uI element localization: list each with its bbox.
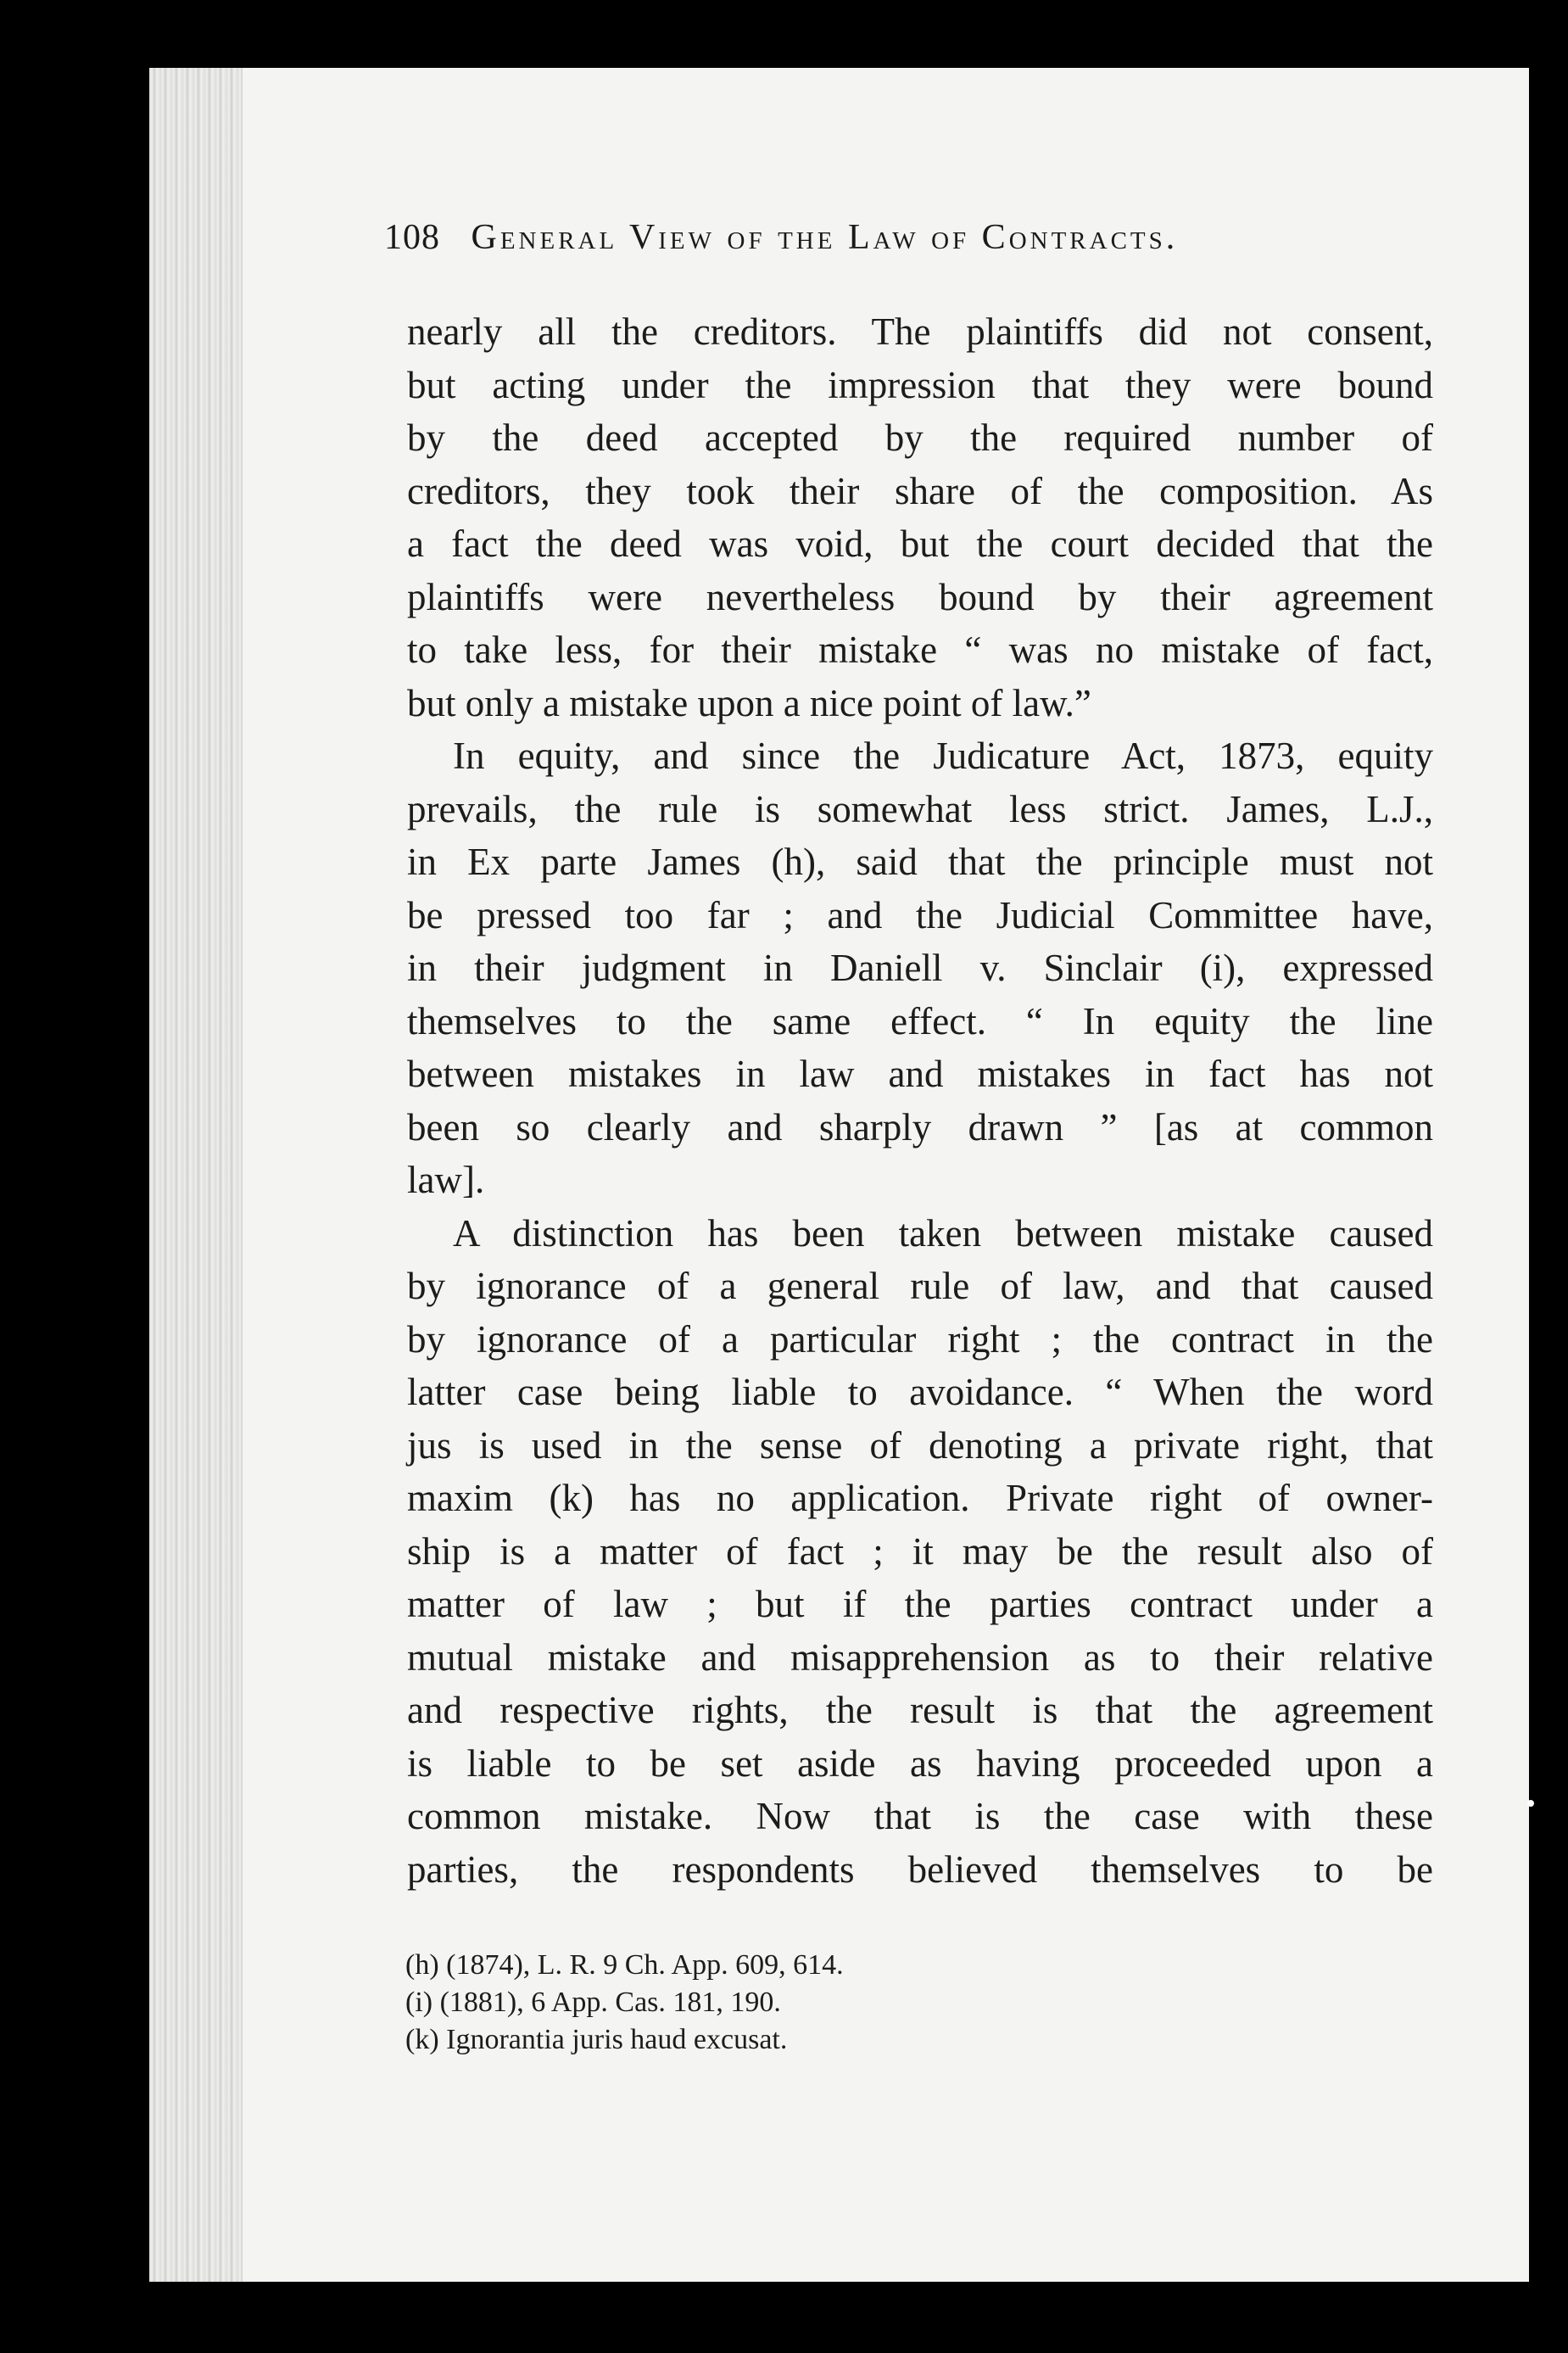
text-line: a fact the deed was void, but the court decided that the [407, 523, 1433, 565]
body-text [407, 305, 1433, 1896]
text-line: plaintiffs were nevertheless bound by their agreement [407, 575, 1433, 618]
footnote: (i) (1881), 6 App. Cas. 181, 190. [405, 1987, 781, 2018]
text-line: common mistake. Now that is the case with these [407, 1795, 1433, 1837]
text-line: maxim (k) has no application. Private right of owner- [407, 1477, 1433, 1519]
text-line: parties, the respondents believed themselves to be [407, 1847, 1433, 1891]
text-line: latter case being liable to avoidance. “ When the word [407, 1371, 1433, 1413]
page-number: 108 [384, 218, 440, 257]
text-line: matter of law ; but if the parties contract under a [407, 1583, 1433, 1625]
text-line: mutual mistake and misapprehension as to their relative [407, 1635, 1433, 1679]
text-line: but only a mistake upon a nice point of law.” [407, 681, 1091, 724]
text-line: by ignorance of a particular right ; the contract in the [407, 1317, 1433, 1361]
scan-speck [1527, 1800, 1534, 1807]
text-line: in Ex parte James (h), said that the principle must not [407, 841, 1433, 883]
text-line: themselves to the same effect. “ In equity the line [407, 999, 1433, 1042]
running-title: General View of the Law of Contracts. [471, 218, 1179, 257]
text-line: between mistakes in law and mistakes in fact has not [407, 1053, 1433, 1095]
text-line: is liable to be set aside as having proceeded upon a [407, 1741, 1433, 1785]
text-line: creditors, they took their share of the composition. As [407, 469, 1433, 512]
text-line: be pressed too far ; and the Judicial Committee have, [407, 893, 1433, 936]
text-line: nearly all the creditors. The plaintiffs did not consent, [407, 310, 1433, 353]
text-line: jus is used in the sense of denoting a private right, that [407, 1423, 1433, 1467]
text-line: law]. [407, 1159, 485, 1201]
text-line: prevails, the rule is somewhat less strict. James, L.J., [407, 787, 1433, 830]
text-line: but acting under the impression that they were bound [407, 363, 1433, 406]
text-line: been so clearly and sharply drawn ” [as at common [407, 1105, 1433, 1149]
text-line: by the deed accepted by the required number of [407, 416, 1433, 459]
running-header [384, 217, 1440, 258]
page-stack-edge [149, 68, 243, 2282]
text-line: by ignorance of a general rule of law, and that caused [407, 1265, 1433, 1307]
text-line: and respective rights, the result is that the agreement [407, 1689, 1433, 1731]
text-line: ship is a matter of fact ; it may be the result also of [407, 1529, 1433, 1573]
text-line: in their judgment in Daniell v. Sinclair (i), expressed [407, 947, 1433, 989]
text-line: In equity, and since the Judicature Act, 1873, equity [453, 735, 1433, 777]
footnote: (k) Ignorantia juris haud excusat. [405, 2024, 788, 2055]
footnote: (h) (1874), L. R. 9 Ch. App. 609, 614. [405, 1949, 844, 1981]
text-line: to take less, for their mistake “ was no mistake of fact, [407, 629, 1433, 671]
footnotes [405, 1947, 844, 2059]
text-line: A distinction has been taken between mistake caused [453, 1211, 1433, 1255]
